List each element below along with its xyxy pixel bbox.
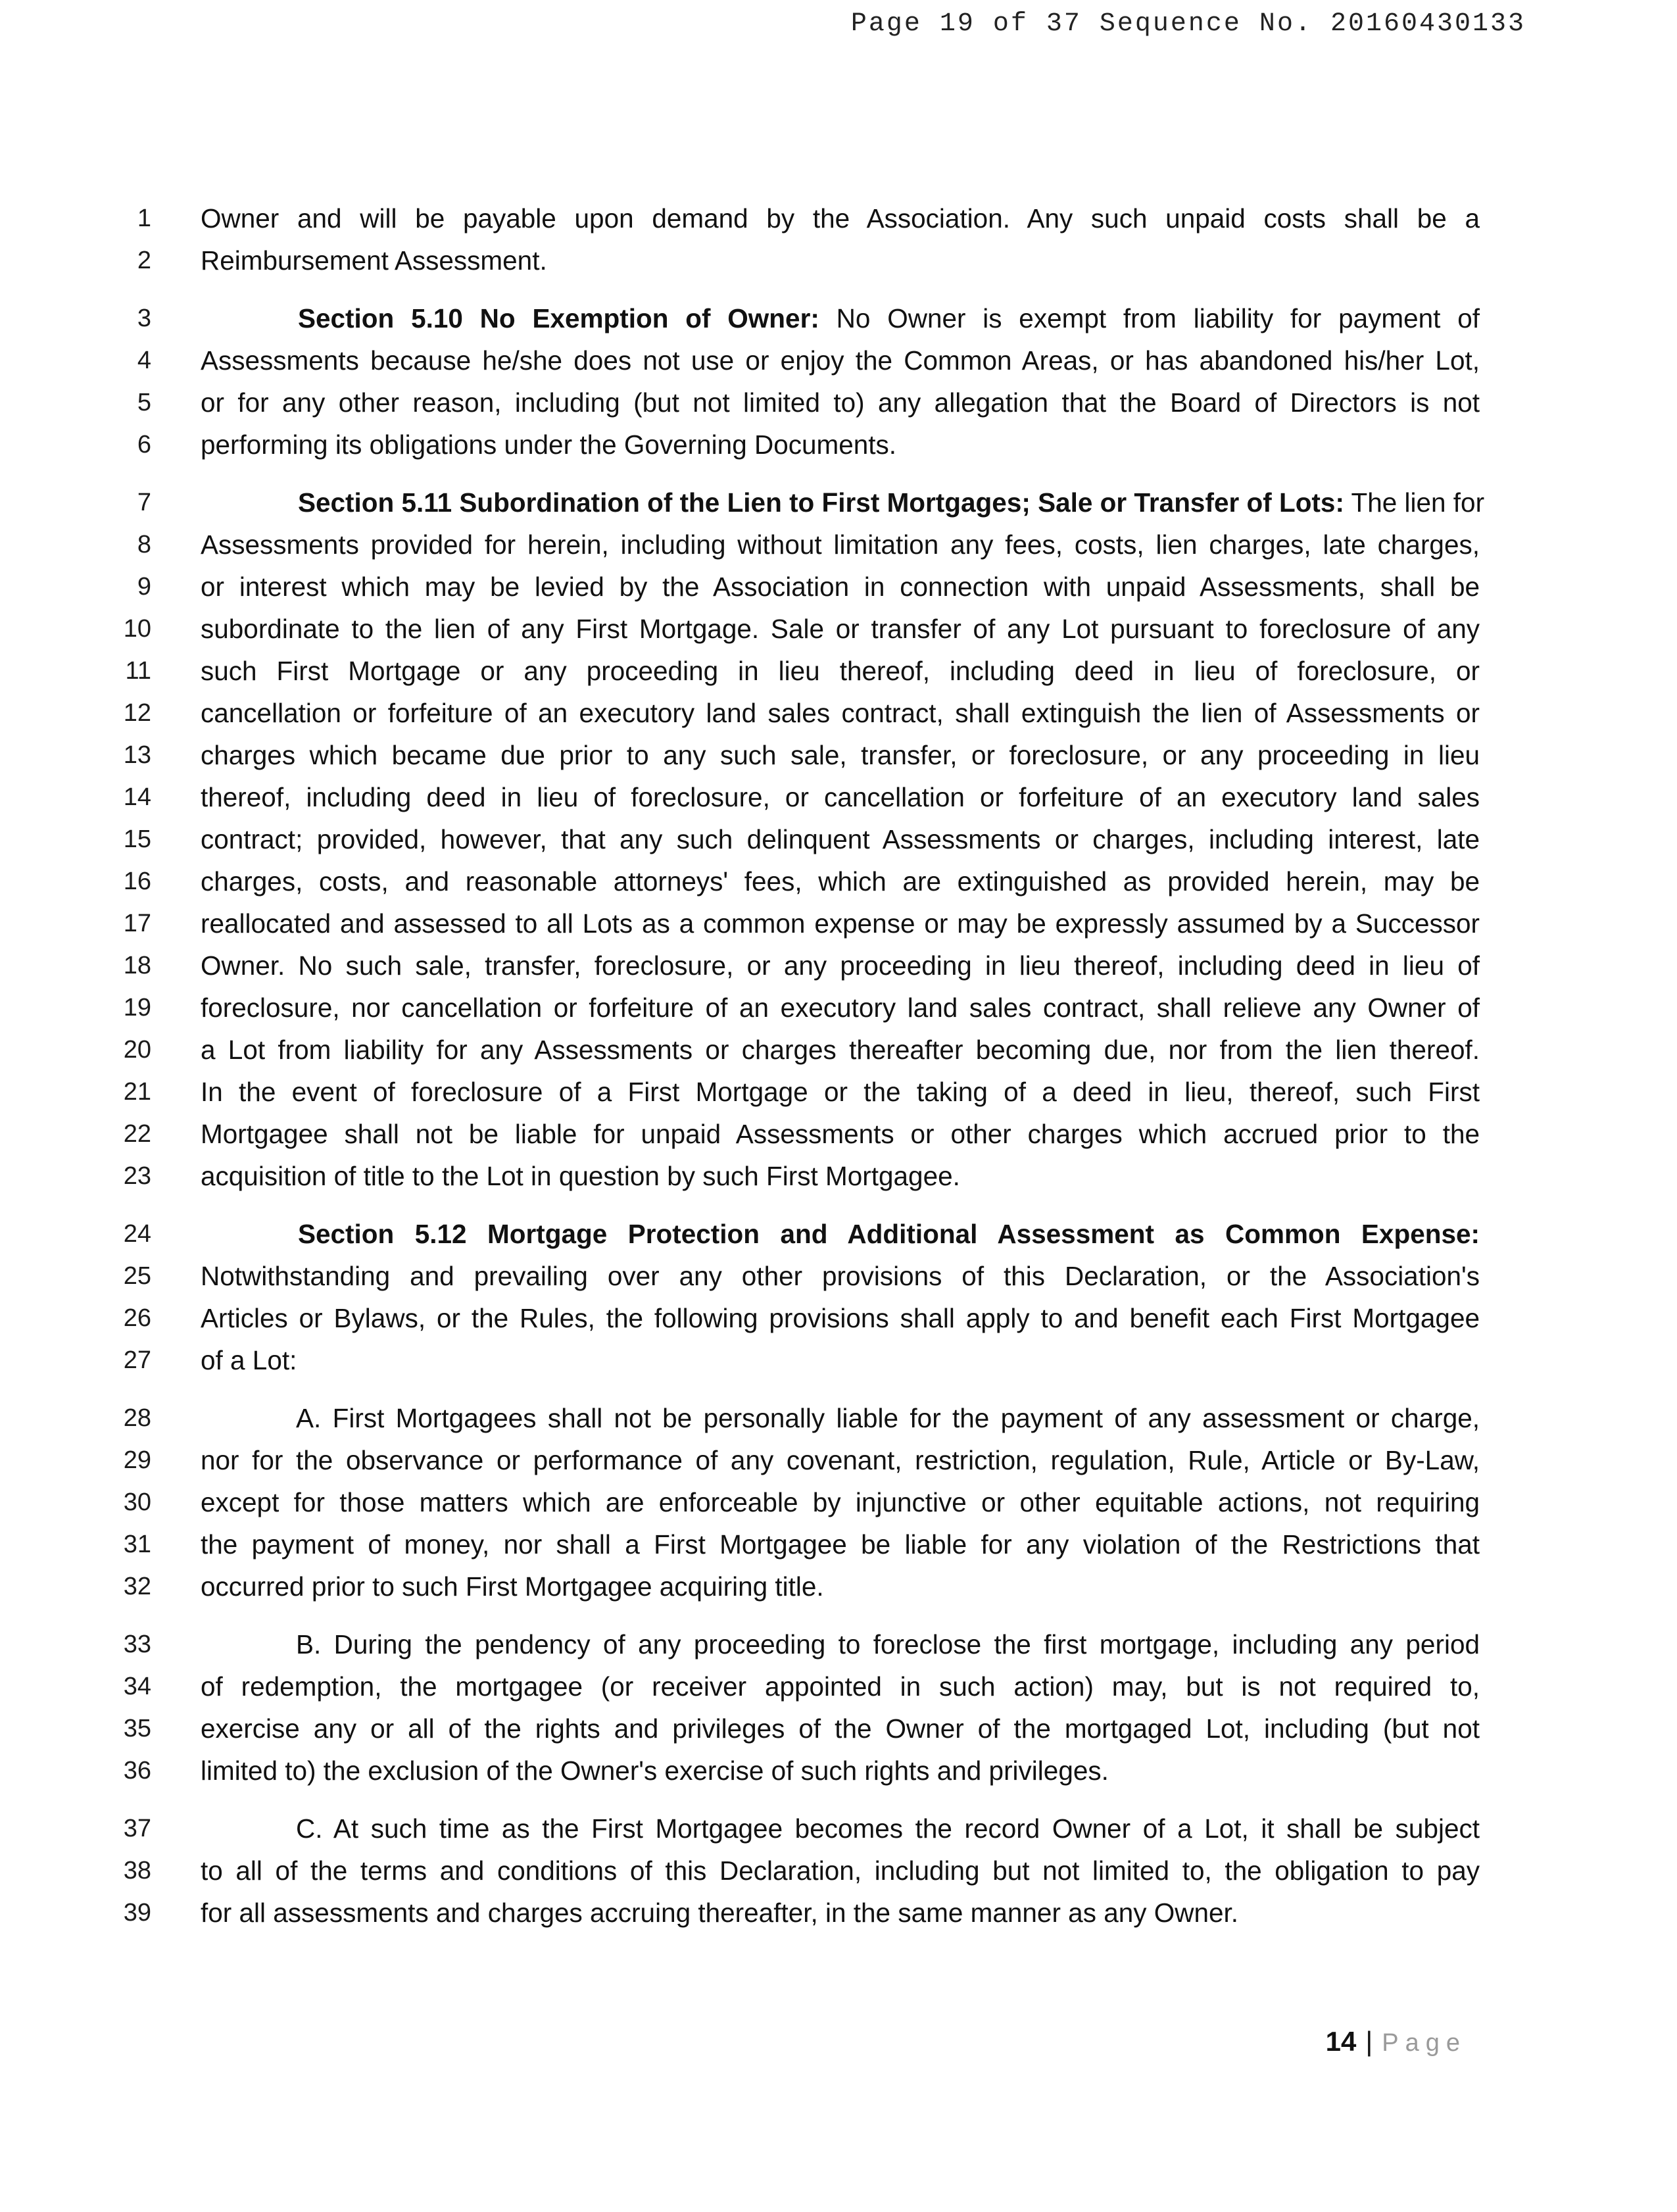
document-line <box>0 339 1677 381</box>
line-text <box>201 297 1480 339</box>
document-line <box>0 650 1677 692</box>
document-line <box>0 1565 1677 1608</box>
line-number: 29 <box>123 1446 151 1474</box>
line-text: charges which became due prior to any such sale, transfer, or foreclosure, or any proceeding in lieu <box>201 740 1480 770</box>
line-text: or interest which may be levied by the Association in connection with unpaid Assessments, shall be <box>201 572 1480 602</box>
line-text <box>201 1213 1480 1255</box>
document-line <box>0 566 1677 608</box>
document-line <box>0 1750 1677 1792</box>
section-heading: Section 5.11 Subordination of the Lien to First Mortgages; Sale or Transfer of Lots: <box>298 487 1344 518</box>
line-number: 7 <box>137 489 151 516</box>
line-number: 21 <box>123 1078 151 1106</box>
line-number: 11 <box>125 657 151 685</box>
line-text: B. During the pendency of any proceeding to foreclose the first mortgage, including any period <box>296 1629 1480 1659</box>
document-line <box>0 424 1677 466</box>
line-number: 24 <box>123 1220 151 1248</box>
line-text: Articles or Bylaws, or the Rules, the following provisions shall apply to and benefit each First Mortgagee <box>201 1303 1480 1333</box>
document-line <box>0 1481 1677 1523</box>
line-text: to all of the terms and conditions of this Declaration, including but not limited to, the obligation to pay <box>201 1856 1480 1886</box>
page-header: Page 19 of 37 Sequence No. 20160430133 <box>850 9 1526 39</box>
line-text: of redemption, the mortgagee (or receiver appointed in such action) may, but is not required to, <box>201 1671 1480 1702</box>
section-lead-text: The lien for <box>1351 487 1485 518</box>
line-text: Reimbursement Assessment. <box>201 245 547 276</box>
document-line <box>0 524 1677 566</box>
line-number: 17 <box>123 910 151 937</box>
paragraph-gap <box>0 1608 1677 1623</box>
line-number: 27 <box>123 1346 151 1374</box>
line-number: 15 <box>123 825 151 853</box>
line-number: 26 <box>123 1304 151 1332</box>
document-line <box>0 381 1677 424</box>
document-line <box>0 1071 1677 1113</box>
document-line <box>0 1113 1677 1155</box>
line-text: Assessments because he/she does not use or enjoy the Common Areas, or has abandoned his/her Lot, <box>201 345 1480 376</box>
document-line <box>0 197 1677 239</box>
document-body <box>0 197 1677 1934</box>
line-text: thereof, including deed in lieu of foreclosure, or cancellation or forfeiture of an executory land sales <box>201 782 1480 812</box>
line-text: exercise any or all of the rights and privileges of the Owner of the mortgaged Lot, including (but not <box>201 1713 1480 1744</box>
document-line <box>0 1029 1677 1071</box>
line-text: of a Lot: <box>201 1345 297 1375</box>
paragraph-gap <box>0 1381 1677 1397</box>
document-line <box>0 1155 1677 1197</box>
line-number: 13 <box>123 741 151 769</box>
section-heading: Section 5.12 Mortgage Protection and Additional Assessment as Common Expense: <box>298 1219 1480 1249</box>
line-text: nor for the observance or performance of any covenant, restriction, regulation, Rule, Article or By-Law, <box>201 1445 1480 1475</box>
line-number: 18 <box>123 952 151 979</box>
line-number: 37 <box>123 1815 151 1842</box>
document-line <box>0 297 1677 339</box>
line-number: 5 <box>137 389 151 416</box>
footer-page-number: 14 <box>1325 2026 1357 2057</box>
document-line <box>0 945 1677 987</box>
document-line <box>0 1397 1677 1439</box>
line-number: 12 <box>123 699 151 727</box>
line-number: 35 <box>123 1715 151 1742</box>
line-text: except for those matters which are enforceable by injunctive or other equitable actions, not requiring <box>201 1487 1480 1517</box>
section-lead-text: No Owner is exempt from liability for payment of <box>836 303 1480 333</box>
line-number: 20 <box>123 1036 151 1064</box>
line-number: 8 <box>137 531 151 558</box>
paragraph-gap <box>0 282 1677 297</box>
document-line <box>0 902 1677 945</box>
document-line <box>0 1255 1677 1297</box>
line-number: 34 <box>123 1673 151 1700</box>
line-text: cancellation or forfeiture of an executory land sales contract, shall extinguish the lien of Assessments or <box>201 698 1480 728</box>
line-number: 4 <box>137 347 151 374</box>
line-text: occurred prior to such First Mortgagee acquiring title. <box>201 1571 824 1602</box>
document-line <box>0 776 1677 818</box>
document-line <box>0 734 1677 776</box>
line-number: 32 <box>123 1573 151 1600</box>
line-text: Assessments provided for herein, including without limitation any fees, costs, lien charges, late charges, <box>201 529 1480 560</box>
line-number: 23 <box>123 1162 151 1190</box>
line-text: performing its obligations under the Governing Documents. <box>201 430 897 460</box>
document-line <box>0 1708 1677 1750</box>
document-line <box>0 987 1677 1029</box>
line-text: reallocated and assessed to all Lots as a common expense or may be expressly assumed by a Successor <box>201 908 1480 939</box>
document-line <box>0 239 1677 282</box>
line-number: 10 <box>123 615 151 643</box>
document-line <box>0 481 1677 524</box>
line-text: subordinate to the lien of any First Mortgage. Sale or transfer of any Lot pursuant to foreclosure of any <box>201 614 1480 644</box>
line-number: 30 <box>123 1488 151 1516</box>
line-number: 38 <box>123 1857 151 1884</box>
paragraph-gap <box>0 1197 1677 1213</box>
line-text: Owner and will be payable upon demand by the Association. Any such unpaid costs shall be a <box>201 203 1480 233</box>
line-text: charges, costs, and reasonable attorneys' fees, which are extinguished as provided herein, may be <box>201 866 1480 897</box>
line-text: or for any other reason, including (but not limited to) any allegation that the Board of Directors is not <box>201 387 1480 418</box>
document-line <box>0 1339 1677 1381</box>
line-number: 3 <box>137 305 151 332</box>
line-text: A. First Mortgagees shall not be personally liable for the payment of any assessment or charge, <box>296 1403 1480 1433</box>
line-text: C. At such time as the First Mortgagee becomes the record Owner of a Lot, it shall be subject <box>296 1813 1480 1844</box>
document-line <box>0 1807 1677 1850</box>
document-line <box>0 1439 1677 1481</box>
line-text: In the event of foreclosure of a First Mortgage or the taking of a deed in lieu, thereof, such First <box>201 1077 1480 1107</box>
line-text: the payment of money, nor shall a First Mortgagee be liable for any violation of the Restrictions that <box>201 1529 1480 1560</box>
document-line <box>0 1213 1677 1255</box>
footer-page-label: Page <box>1382 2029 1467 2057</box>
document-line <box>0 1297 1677 1339</box>
line-number: 19 <box>123 994 151 1021</box>
line-text: Owner. No such sale, transfer, foreclosure, or any proceeding in lieu thereof, including deed in lieu of <box>201 950 1480 981</box>
line-text: a Lot from liability for any Assessments or charges thereafter becoming due, nor from the lien thereof. <box>201 1035 1480 1065</box>
paragraph-gap <box>0 1792 1677 1807</box>
line-number: 1 <box>137 205 151 232</box>
document-line <box>0 608 1677 650</box>
line-text: Notwithstanding and prevailing over any other provisions of this Declaration, or the Association's <box>201 1261 1480 1291</box>
document-line <box>0 860 1677 902</box>
line-number: 25 <box>123 1262 151 1290</box>
line-number: 39 <box>123 1899 151 1927</box>
line-text: for all assessments and charges accruing thereafter, in the same manner as any Owner. <box>201 1898 1239 1928</box>
document-line <box>0 1523 1677 1565</box>
document-line <box>0 818 1677 860</box>
line-number: 31 <box>123 1531 151 1558</box>
footer-separator: | <box>1365 2026 1373 2057</box>
line-text: acquisition of title to the Lot in question by such First Mortgagee. <box>201 1161 960 1191</box>
line-text <box>201 481 1485 524</box>
section-heading: Section 5.10 No Exemption of Owner: <box>298 303 819 333</box>
line-number: 36 <box>123 1757 151 1784</box>
document-line <box>0 1850 1677 1892</box>
document-line <box>0 1623 1677 1665</box>
line-number: 9 <box>137 573 151 601</box>
page-footer <box>1326 2026 1467 2057</box>
line-text: Mortgagee shall not be liable for unpaid Assessments or other charges which accrued prior to the <box>201 1119 1480 1149</box>
document-line <box>0 692 1677 734</box>
line-number: 2 <box>137 247 151 274</box>
line-text: such First Mortgage or any proceeding in lieu thereof, including deed in lieu of foreclosure, or <box>201 656 1480 686</box>
line-text: foreclosure, nor cancellation or forfeiture of an executory land sales contract, shall relieve any Owner of <box>201 993 1480 1023</box>
line-number: 22 <box>123 1120 151 1148</box>
line-text: contract; provided, however, that any such delinquent Assessments or charges, including interest, late <box>201 824 1480 854</box>
line-number: 14 <box>123 783 151 811</box>
line-text: limited to) the exclusion of the Owner's exercise of such rights and privileges. <box>201 1756 1109 1786</box>
line-number: 33 <box>123 1631 151 1658</box>
paragraph-gap <box>0 466 1677 481</box>
line-number: 28 <box>123 1404 151 1432</box>
line-number: 16 <box>123 868 151 895</box>
document-line <box>0 1892 1677 1934</box>
document-line <box>0 1665 1677 1708</box>
line-number: 6 <box>137 431 151 458</box>
